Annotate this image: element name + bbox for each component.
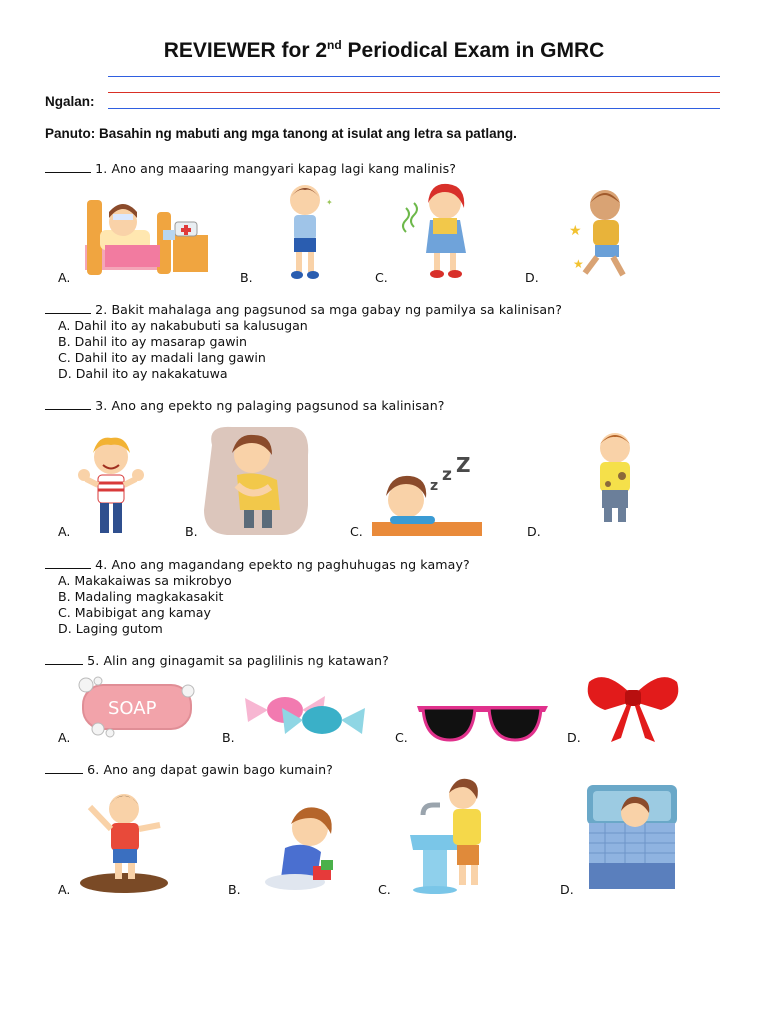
option-2b: B. Dahil ito ay masarap gawin: [58, 334, 248, 349]
answer-blank-4[interactable]: [45, 557, 91, 569]
option-4c: C. Mabibigat ang kamay: [58, 605, 211, 620]
answer-blank-3[interactable]: [45, 398, 91, 410]
muddy-boy-icon: [78, 785, 173, 895]
choice-1c: C.: [375, 270, 388, 285]
hurt-boy-icon: [565, 183, 645, 280]
sleeping-boy-icon: [368, 453, 483, 540]
svg-text:z: z: [442, 465, 452, 485]
dirty-boy-icon: [580, 428, 650, 528]
svg-text:Z: Z: [456, 453, 471, 477]
svg-text:★: ★: [569, 223, 582, 239]
candy-icon: [240, 688, 370, 743]
option-4a: A. Makakaiwas sa mikrobyo: [58, 573, 232, 588]
playing-boy-icon: [255, 800, 350, 890]
choice-5d: D.: [567, 730, 581, 745]
option-2c: C. Dahil ito ay madali lang gawin: [58, 350, 266, 365]
choice-6d: D.: [560, 882, 574, 897]
choice-5a: A.: [58, 730, 71, 745]
header-line: [108, 76, 720, 77]
question-6: 6. Ano ang dapat gawin bago kumain?: [45, 762, 333, 777]
choice-5b: B.: [222, 730, 235, 745]
question-4: 4. Ano ang magandang epekto ng paghuhugas ng kamay?: [45, 557, 470, 572]
header-line: [108, 92, 720, 93]
sunglasses-icon: [415, 700, 550, 745]
option-2d: D. Dahil ito ay nakakatuwa: [58, 366, 228, 381]
choice-3c: C.: [350, 524, 363, 539]
choice-6b: B.: [228, 882, 241, 897]
choice-3b: B.: [185, 524, 198, 539]
svg-text:z: z: [430, 478, 439, 494]
page-title: REVIEWER for 2nd Periodical Exam in GMRC: [163, 38, 605, 62]
choice-1d: D.: [525, 270, 539, 285]
handwashing-boy-icon: [405, 775, 500, 895]
choice-1a: A.: [58, 270, 71, 285]
answer-blank-5[interactable]: [45, 653, 83, 665]
stomachache-boy-icon: [202, 425, 310, 537]
name-line[interactable]: [108, 108, 720, 109]
option-4b: B. Madaling magkakasakit: [58, 589, 224, 604]
choice-3a: A.: [58, 524, 71, 539]
choice-5c: C.: [395, 730, 408, 745]
standing-boy-icon: [272, 180, 342, 280]
question-2: 2. Bakit mahalaga ang pagsunod sa mga gabay ng pamilya sa kalinisan?: [45, 302, 562, 317]
option-2a: A. Dahil ito ay nakabubuti sa kalusugan: [58, 318, 308, 333]
strong-happy-boy-icon: [78, 435, 148, 540]
dizzy-girl-icon: [400, 178, 475, 280]
question-1: 1. Ano ang maaaring mangyari kapag lagi kang malinis?: [45, 161, 456, 176]
question-3: 3. Ano ang epekto ng palaging pagsunod sa kalinisan?: [45, 398, 445, 413]
choice-3d: D.: [527, 524, 541, 539]
choice-1b: B.: [240, 270, 253, 285]
option-4d: D. Laging gutom: [58, 621, 163, 636]
ribbon-icon: [585, 672, 680, 744]
answer-blank-1[interactable]: [45, 161, 91, 173]
soap-icon: [78, 677, 198, 737]
answer-blank-2[interactable]: [45, 302, 91, 314]
name-label: Ngalan:: [45, 94, 95, 109]
choice-6c: C.: [378, 882, 391, 897]
instructions: Panuto: Basahin ng mabuti ang mga tanong at isulat ang letra sa patlang.: [45, 126, 517, 141]
choice-6a: A.: [58, 882, 71, 897]
svg-text:✦: ✦: [326, 198, 333, 207]
sick-girl-in-bed-icon: [85, 190, 210, 280]
answer-blank-6[interactable]: [45, 762, 83, 774]
boy-in-bed-icon: [585, 783, 680, 893]
question-5: 5. Alin ang ginagamit sa paglilinis ng katawan?: [45, 653, 389, 668]
soap-label: SOAP: [108, 698, 157, 719]
svg-text:★: ★: [573, 257, 584, 271]
